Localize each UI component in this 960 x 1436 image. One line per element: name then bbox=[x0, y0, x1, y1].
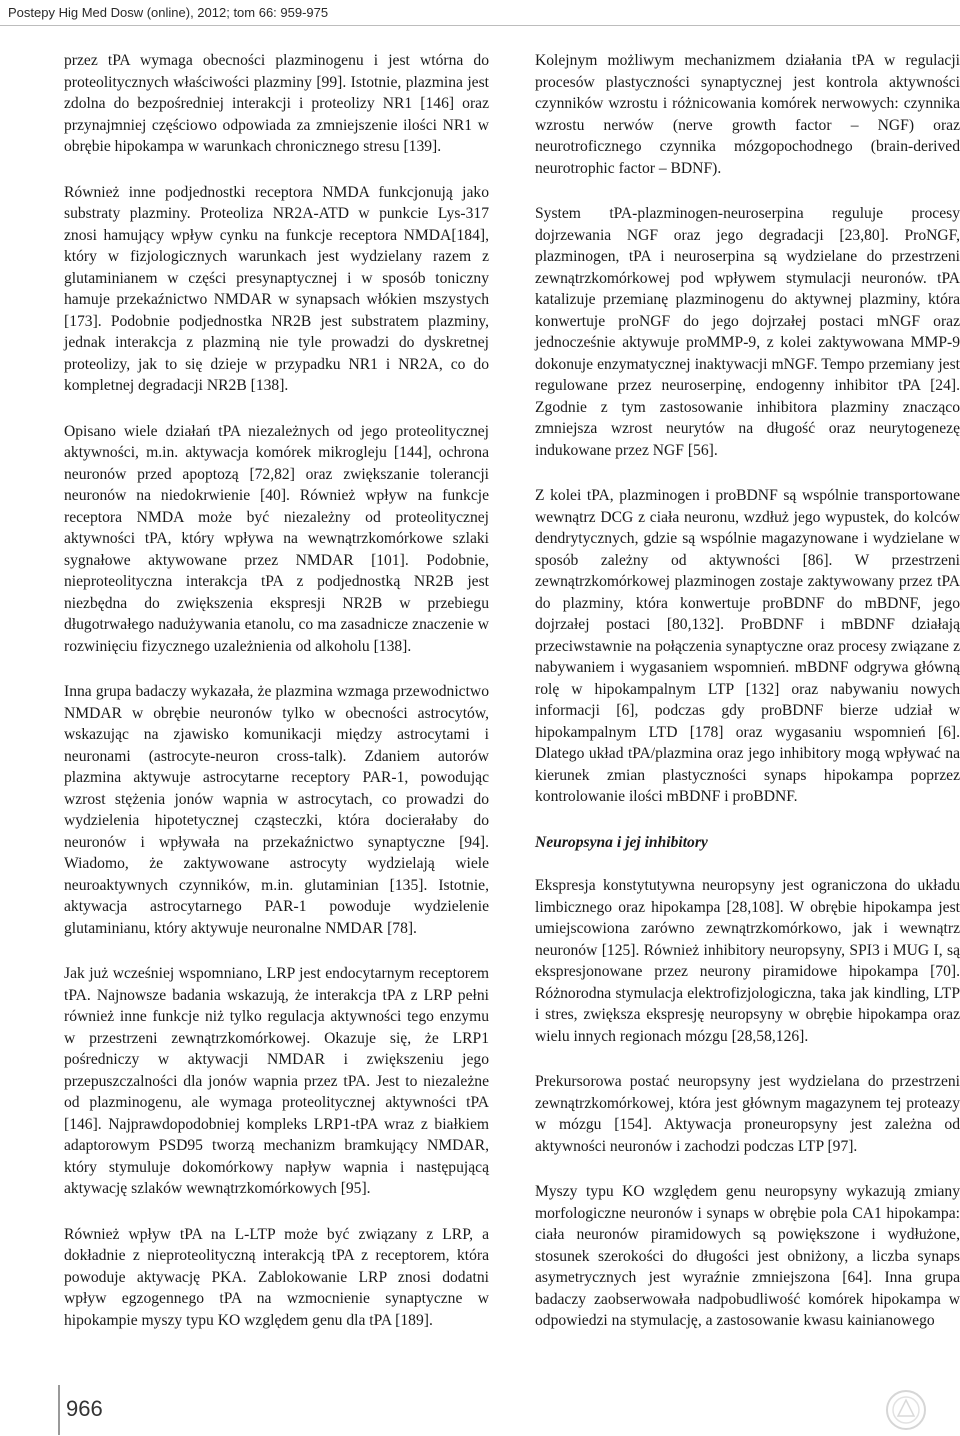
paragraph: Opisano wiele działań tPA niezależnych od jego proteolitycznej aktywności, m.in. aktywacja komórek mikrogleju [144], ochrona neuronów przed apoptozą [72,82] oraz zwiększanie tolerancji neuronów na niedokrwienie [40]. Również wpływ na funkcje receptora NMDA może być niezależny od proteolitycznej aktywności tPA, który wpływa na wewnątrzkomórkowe szlaki sygnałowe aktywowane przez NMDAR [101]. Podobnie, nieproteolityczna interakcja tPA z podjednostką NR2B jest niezbędna do zwiększenia ekspresji NR2B w przebiegu długotrwałego nadużywania etanolu, co ma zasadnicze znaczenie w rozwinięciu fizycznego uzależnienia od alkoholu [138]. bbox=[64, 422, 489, 655]
watermark-seal-icon bbox=[884, 1388, 928, 1432]
running-header bbox=[0, 0, 960, 26]
paragraph: Jak już wcześniej wspomniano, LRP jest endocytarnym receptorem tPA. Najnowsze badania wskazują, że interakcja tPA z LRP pełni również inne funkcje niż tylko regulacja aktywności tego enzymu w przestrzeni zewnątrzkomórkowej. Okazuje się, że LRP1 pośredniczy w aktywacji NMDAR i zwiększeniu jego przepuszczalności dla jonów wapnia przez tPA. Jest to niezależne od plazminogenu, ale wymaga proteolitycznej aktywności tPA [146]. Najprawdopodobniej kompleks LRP1-tPA wraz z białkiem adaptorowym PSD95 tworzą mechanizm bramkujący NMDAR, który stymuluje dokomórkowy napływ wapnia i następującą aktywację szlaków wewnątrzkomórkowych [95]. bbox=[64, 965, 489, 1197]
paragraph: Kolejnym możliwym mechanizmem działania tPA w regulacji procesów plastyczności synaptycznej jest kontrola aktywności czynników wzrostu i różnicowania komórek nerwowych: czynnika wzrostu nerwów (nerve growth factor – NGF) oraz neurotroficznego czynnika mózgopochodnego (brain-derived neurotrophic factor – BDNF). bbox=[535, 52, 960, 177]
left-column bbox=[64, 50, 489, 1355]
paragraph: Ekspresja konstytutywna neuropsyny jest ograniczona do układu limbicznego oraz hipokampa [28,108]. W obrębie hipokampa jest umiejscowiona zarówno zewnątrzkomórkowo, jak i wewnątrz neuronów [125]. Również inhibitory neuropsyny, SPI3 i MUG I, są ekspresjonowane przez neurony piramidowe hipokampa [70]. Różnorodna stymulacja elektrofizjologiczna, taka jak kindling, LTP i stres, zwiększa ekspresję neuropsyny w obrębie hipokampa oraz wielu innych regionach mózgu [28,58,126]. bbox=[535, 877, 960, 1045]
page-number: 966 bbox=[66, 1396, 103, 1421]
paragraph: Z kolei tPA, plazminogen i proBDNF są wspólnie transportowane wewnątrz DCG z ciała neuronu, wzdłuż jego wypustek, do kolców dendrytycznych, gdzie są wspólnie magazynowane i wydzielane w sposób zależny od aktywności [86]. W przestrzeni zewnątrzkomórkowej plazminogen zostaje zaktywowany przez tPA do plazminy, która konwertuje proBDNF do mBDNF, jego dojrzałej postaci [80,132]. ProBDNF i mBDNF działają przeciwstawnie na połączenia synaptyczne oraz procesy związane z nabywaniem i wygasaniem wspomnień. mBDNF odgrywa główną rolę w hipokampalnym LTP [132] oraz nabywaniu nowych informacji [6], podczas gdy proBDNF bierze udział w hipokampalnym LTD [178] oraz wygasaniu wspomnień [6]. Dlatego układ tPA/plazmina oraz jego inhibitory mogą wpływać na kierunek zmian plastyczności synaps hipokampa poprzez kontrolowanie ilości mBDNF i proBDNF. bbox=[535, 487, 960, 805]
paragraph: Również inne podjednostki receptora NMDA funkcjonują jako substraty plazminy. Proteoliza NR2A-ATD w punkcie Lys-317 znosi hamujący wpływ cynku na funkcje receptora NMDA[184], który w fizjologicznych warunkach jest wydzielany razem z glutaminianem w części presynaptycznej i w sposób toniczny hamuje przekaźnictwo NMDAR w synapsach włókien mszystych [173]. Podobnie podjednostka NR2B jest substratem plazminy, jednak interakcja z plazminą nie tyle prowadzi do dyskretnej proteolizy, jak to się dzieje w przypadku NR1 i NR2A, co do kompletnej degradacji NR2B [138]. bbox=[64, 183, 489, 394]
right-column bbox=[535, 50, 960, 1356]
footer-rule bbox=[58, 1385, 60, 1435]
paragraph: Prekursorowa postać neuropsyny jest wydzielana do przestrzeni zewnątrzkomórkowej, która jest głównym magazynem tej proteazy w mózgu [154]. Aktywacja proneuropsyny jest zależna od aktywności neuronów i zachodzi podczas LTP [97]. bbox=[535, 1073, 960, 1155]
paragraph: Również wpływ tPA na L-LTP może być związany z LRP, a dokładnie z nieproteolityczną interakcją tPA z receptorem, która powoduje aktywację PKA. Zablokowanie LRP znosi dodatni wpływ egzogennego tPA na wzmocnienie synaptyczne w hipokampie myszy typu KO względem genu dla tPA [189]. bbox=[64, 1225, 489, 1329]
paragraph: Inna grupa badaczy wykazała, że plazmina wzmaga przewodnictwo NMDAR w obrębie neuronów tylko w obecności astrocytów, wskazując na zjawisko komunikacji między astrocytami i neuronami (astrocyte-neuron cross-talk). Zdaniem autorów plazmina aktywuje astrocytarne receptory PAR-1, powodując wzrost stężenia jonów wapnia w astrocytach, co prowadzi do wydzielenia hipotetycznej cząsteczki, która docierałaby do neuronów i wpływała na przekaźnictwo synaptyczne [94]. Wiadomo, że zaktywowane astrocyty wydzielają wiele neuroaktywnych czynników, m.in. glutaminian [135]. Istotnie, aktywacja astrocytarnego PAR-1 powoduje wydzielenie glutaminianu, który aktywuje neuronalne NMDAR [78]. bbox=[64, 683, 489, 937]
paragraph: System tPA-plazminogen-neuroserpina reguluje procesy dojrzewania NGF oraz jego degradacji [23,80]. ProNGF, plazminogen, tPA i neuroserpina są wydzielane do przestrzeni zewnątrzkomórkowej pod wpływem stymulacji neuronów. tPA katalizuje przemianę plazminogenu do aktywnej plazminy, która konwertuje proNGF do jego dojrzałej postaci mNGF oraz jednocześnie aktywuje proMMP-9, z kolei zaktywowana MMP-9 dokonuje enzymatycznej inaktywacji mNGF. Tempo przemiany jest regulowane przez neuroserpinę, endogenny inhibitor tPA [24]. Zgodnie z tym zastosowanie inhibitora plazminy znacząco zmniejsza wzrost neurytów na długość oraz neurytogenezę indukowane przez NGF [56]. bbox=[535, 205, 960, 459]
paragraph: Myszy typu KO względem genu neuropsyny wykazują zmiany morfologiczne neuronów i synaps w obrębie pola CA1 hipokampa: ciała neuronów piramidowych są powiększone i wydłużone, stosunek szerokości do długości jest obniżony, a liczba synaps asymetrycznych jest wyraźnie zmniejszona [64]. Inna grupa badaczy zaobserwowała nadpobudliwość komórek hipokampa w odpowiedzi na stymulację, a zastosowanie kwasu kainianowego bbox=[535, 1183, 960, 1329]
journal-citation: Postepy Hig Med Dosw (online), 2012; tom 66: 959-975 bbox=[8, 5, 329, 20]
section-heading: Neuropsyna i jej inhibitory bbox=[535, 833, 708, 851]
paragraph: przez tPA wymaga obecności plazminogenu i jest wtórna do proteolitycznych właściwości plazminy [99]. Istotnie, plazmina jest zdolna do bezpośredniej interakcji i proteolizy NR1 [146] oraz przynajmniej częściowo odpowiada za zmniejszenie ilości NR1 w obrębie hipokampa w warunkach chronicznego stresu [139]. bbox=[64, 52, 489, 155]
